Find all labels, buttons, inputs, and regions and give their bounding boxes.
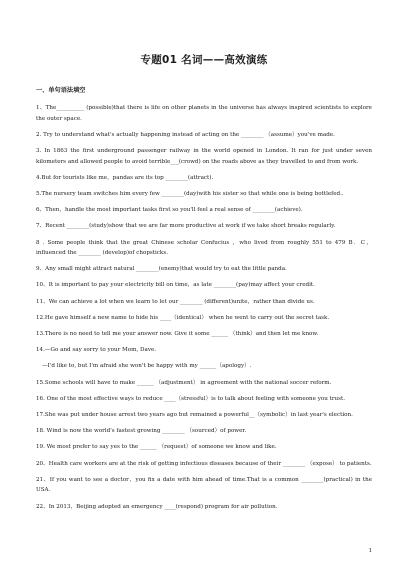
- exercise-item: 4.But for tourists like me，pandas are its top ________(attract).: [36, 174, 214, 181]
- exercise-item: 8 . Some people think that the great Chinese scholar Confucius ，who lived from roughly 551 to 479 B．C，influenced the ________ (develop)of chopsticks.: [36, 239, 372, 257]
- exercise-item: 17.She was put under house arrest two years ago but remained a powerful__（symbolic）in last year's election.: [36, 411, 353, 418]
- exercise-item: 11、We can achieve a lot when we learn to let our ________ (different)unite，rather than divide us.: [36, 298, 315, 305]
- exercise-item: 19. We most prefer to say yes to the ______ （request）of someone we know and like.: [36, 444, 277, 451]
- section-heading: 一、单句语法填空: [36, 87, 86, 94]
- exercise-item: 16. One of the most effective ways to reduce ____（stressful）is to talk about feeling with someone you trust.: [36, 395, 346, 402]
- exercise-item: 22、In 2013，Beijing adopted an emergency ____(respond) program for air pollution.: [36, 503, 278, 510]
- exercise-list: [36, 103, 372, 512]
- exercise-item: 21、If you want to see a doctor，you fix a date with him ahead of time.That is a common ________(practical) in the USA.: [36, 476, 372, 494]
- exercise-item: 14.—Go and say sorry to your Mom, Dave.: [36, 347, 157, 354]
- exercise-item: 13.There is no need to tell me your answer now. Give it some ______ （think）and then let me know.: [36, 331, 319, 338]
- page-title: 专题01 名词——高效演练: [140, 54, 268, 66]
- exercise-item: 1、The__________ (possible)that there is life on other planets in the universe has always inspired scientists to explore the outer space.: [36, 105, 372, 122]
- exercise-item: —I'd like to, but I'm afraid she won't be happy with my ______（apology）.: [42, 363, 252, 370]
- exercise-item: 15.Some schools will have to make ______ （adjustment） in agreement with the national soccer reform.: [36, 379, 332, 386]
- exercise-item: 2. Try to understand what's actually happening instead of acting on the ________ （assume）you've made.: [36, 131, 335, 138]
- exercise-item: 18. Wind is now the world's fastest growing ________ （sourced）of power.: [36, 428, 247, 435]
- exercise-item: 9、Any small might attract natural ________(enemy)that would try to eat the little panda.: [36, 266, 287, 273]
- exercise-item: 6、Then，handle the most important tasks first so you'll feel a real sense of ________(achieve).: [36, 207, 303, 214]
- exercise-item: 7、Recent ________(study)show that we are far more productive at work if we take short breaks regularly.: [36, 223, 336, 230]
- exercise-item: 12.He gave himself a new name to hide his ____（identical） when he went to carry out the secret task.: [36, 314, 330, 321]
- exercise-item: 3. In 1863 the first underground passenger railway in the world opened in London. It ran for just under seven kilometers and allowed people to avoid terrible___(crowd) on the roads above as they travelled to and from work.: [36, 147, 372, 165]
- exercise-item: 20、Health care workers are at the risk of getting infectious diseases because of their ________ （expose） to patients.: [36, 460, 372, 467]
- page-number: 1: [368, 548, 372, 554]
- exercise-item: 5.The nursery team switches him every few ________(day)with his sister so that while one is being bottlefed..: [36, 190, 344, 197]
- exercise-item: 10、It is important to pay your electricity bill on time，as late ________(pay)may affect your credit.: [36, 282, 315, 289]
